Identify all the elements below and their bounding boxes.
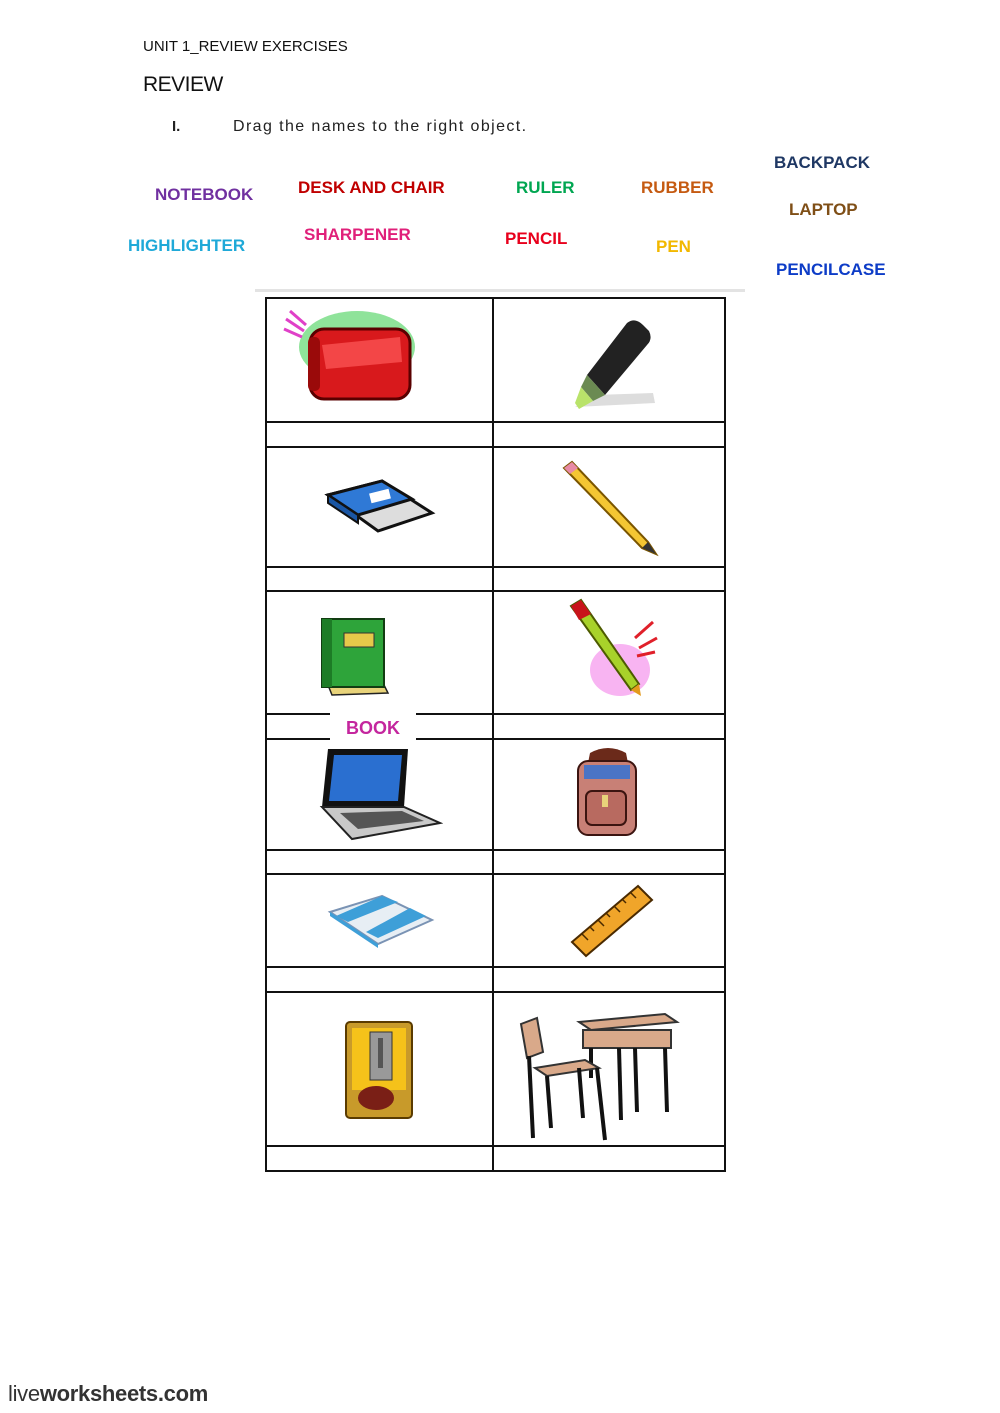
drop-slot-sharpener[interactable] [268,1148,491,1168]
drop-slot-desk-and-chair[interactable] [495,1148,724,1168]
drop-slot-laptop[interactable] [268,852,491,872]
draggable-word-sharpener[interactable]: SHARPENER [304,225,411,244]
divider [255,289,745,292]
ruler-icon [568,882,656,960]
draggable-word-desk-and-chair[interactable]: DESK AND CHAIR [298,178,445,197]
draggable-word-pencil[interactable]: PENCIL [505,229,568,248]
draggable-word-rubber[interactable]: RUBBER [641,178,714,197]
drop-slot-pencil[interactable] [495,569,724,589]
drop-slot-notebook[interactable] [268,969,491,989]
sharpener-icon [340,1018,418,1122]
placed-answer-book[interactable]: BOOK [330,713,416,743]
draggable-word-laptop[interactable]: LAPTOP [789,200,858,219]
laptop-icon [318,745,443,843]
page-title: REVIEW [143,73,223,96]
draggable-word-highlighter[interactable]: HIGHLIGHTER [128,236,246,255]
drop-slot-backpack[interactable] [495,852,724,872]
draggable-word-pen[interactable]: PEN [656,237,691,256]
liveworksheets-logo: liveworksheets.com [8,1381,209,1406]
drop-slot-ruler[interactable] [495,969,724,989]
pen-icon [565,598,660,700]
eraser-icon [322,475,437,540]
draggable-word-pencilcase[interactable]: PENCILCASE [776,260,886,279]
highlighter-icon [565,315,660,415]
notebook-icon [326,892,436,950]
drop-slot-eraser[interactable] [268,569,491,589]
unit-heading: UNIT 1_REVIEW EXERCISES [143,38,348,55]
desk-and-chair-icon [515,1008,690,1143]
drop-slot-pencil-case[interactable] [268,424,491,444]
draggable-word-notebook[interactable]: NOTEBOOK [155,185,254,204]
exercise-instruction: Drag the names to the right object. [233,118,528,135]
backpack-icon [568,745,646,840]
drop-slot-highlighter[interactable] [495,424,724,444]
draggable-word-ruler[interactable]: RULER [516,178,575,197]
draggable-word-backpack[interactable]: BACKPACK [774,153,871,172]
pencil-icon [560,458,660,558]
exercise-number: I. [172,118,181,135]
pencil-case-icon [282,307,417,407]
drop-slot-pen[interactable] [495,716,724,736]
book-icon [318,615,393,697]
